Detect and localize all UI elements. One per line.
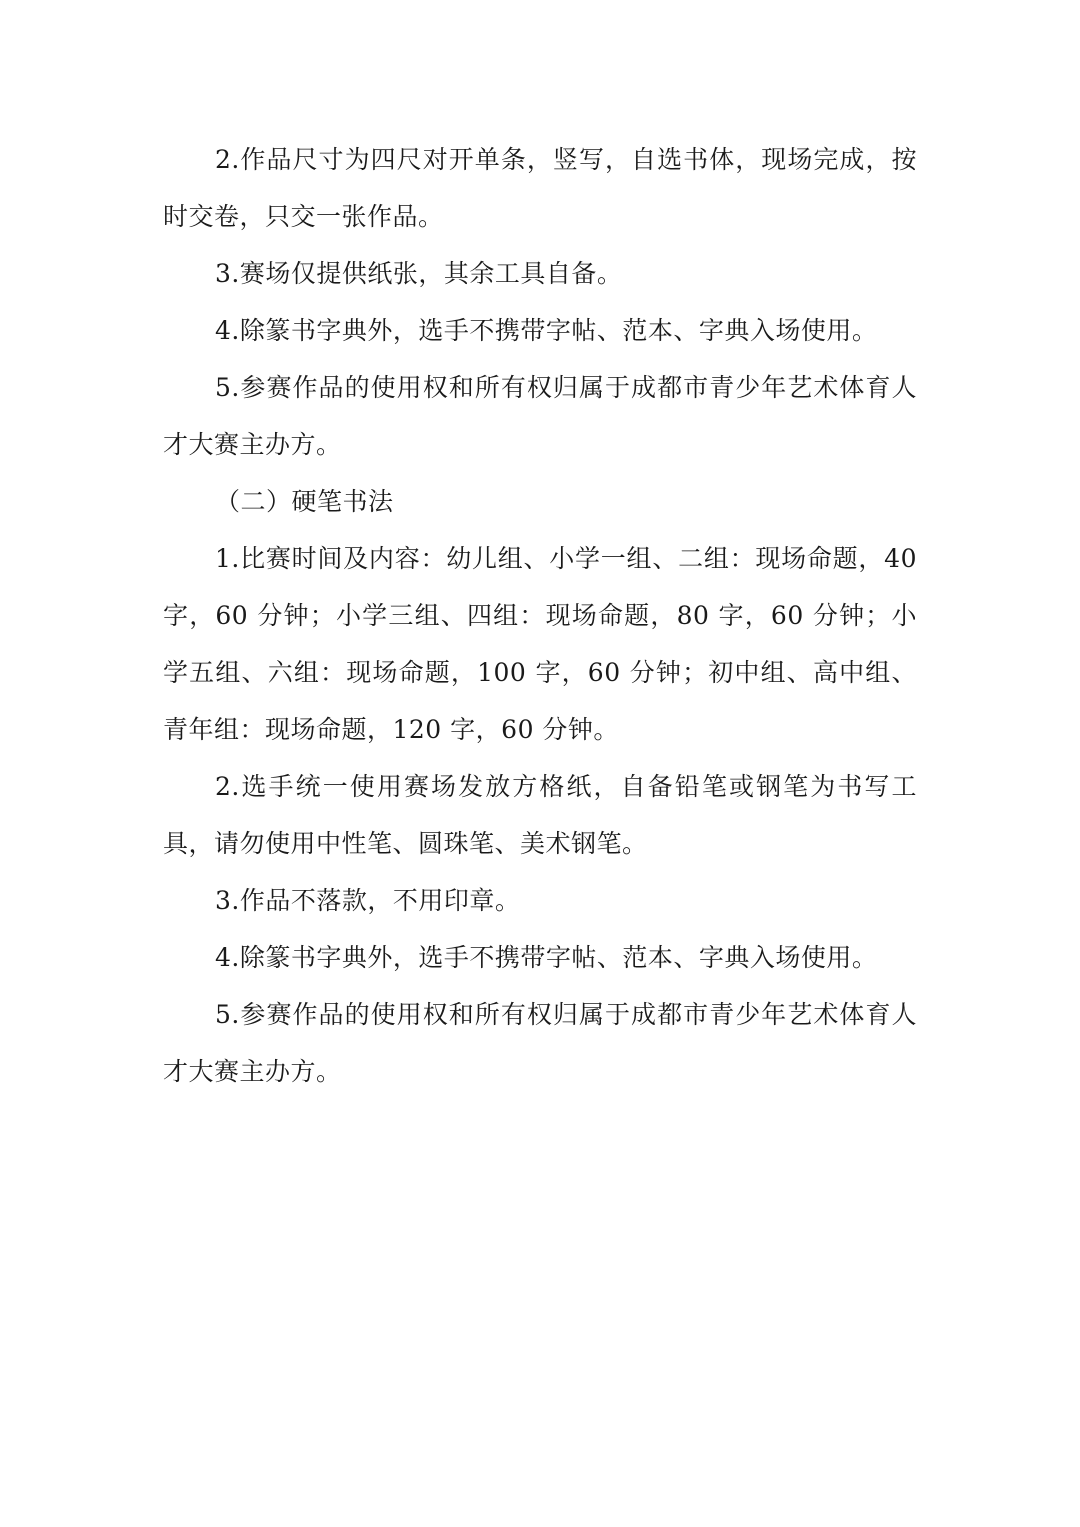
section-heading-hard-pen: （二）硬笔书法 xyxy=(215,487,394,516)
hard-pen-rule-4: 4.除篆书字典外，选手不携带字帖、范本、字典入场使用。 xyxy=(215,943,878,972)
hard-pen-rule-3: 3.作品不落款，不用印章。 xyxy=(215,886,521,915)
hard-pen-rule-5: 5.参赛作品的使用权和所有权归属于成都市青少年艺术体育人才大赛主办方。 xyxy=(163,1000,917,1086)
document-body xyxy=(163,131,917,1100)
calligraphy-rule-4: 4.除篆书字典外，选手不携带字帖、范本、字典入场使用。 xyxy=(215,316,878,345)
hard-pen-rule-2: 2.选手统一使用赛场发放方格纸，自备铅笔或钢笔为书写工具，请勿使用中性笔、圆珠笔、美术钢笔。 xyxy=(163,772,917,858)
calligraphy-rule-2: 2.作品尺寸为四尺对开单条，竖写，自选书体，现场完成，按时交卷，只交一张作品。 xyxy=(163,145,917,231)
calligraphy-rule-5: 5.参赛作品的使用权和所有权归属于成都市青少年艺术体育人才大赛主办方。 xyxy=(163,373,917,459)
hard-pen-rule-1: 1.比赛时间及内容：幼儿组、小学一组、二组：现场命题，40 字，60 分钟；小学三组、四组：现场命题，80 字，60 分钟；小学五组、六组：现场命题，100 字，60 分钟；初中组、高中组、青年组：现场命题，120 字，60 分钟。 xyxy=(163,544,917,744)
calligraphy-rule-3: 3.赛场仅提供纸张，其余工具自备。 xyxy=(215,259,623,288)
